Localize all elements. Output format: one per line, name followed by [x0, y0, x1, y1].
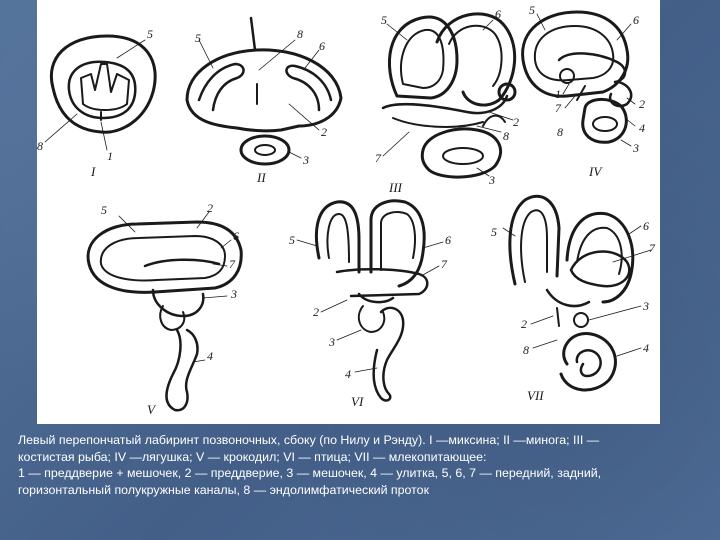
panel-iii-label-2: 2: [513, 115, 519, 129]
panel-v-label-5: 5: [101, 203, 107, 217]
panel-iv-label-4: 4: [639, 121, 645, 135]
panel-ii-label-2: 2: [321, 125, 327, 139]
croc-horizontal-canal: [145, 260, 219, 266]
teleost-lagena: [483, 116, 505, 126]
mammal-duct: [557, 308, 559, 326]
panel-v-label-2: 2: [207, 201, 213, 215]
croc-cochlea: [167, 330, 198, 410]
lamprey-canal-left: [199, 64, 244, 110]
panel-v-label-6: 6: [233, 229, 239, 243]
lamprey-endolymphatic-duct: [251, 18, 255, 50]
panel-vii-label-4: 4: [643, 341, 649, 355]
panel-iii-label-5: 5: [381, 13, 387, 27]
panel-v-label-3: 3: [231, 287, 237, 301]
bird-horizontal-canal: [337, 269, 427, 296]
panel-vii-label-2: 2: [521, 317, 527, 331]
mammal-cochlea-outer: [561, 333, 615, 390]
panel-vii-mammal: [503, 196, 651, 390]
caption-line-1: Левый перепончатый лабиринт позвоночных, сбоку (по Нилу и Рэнду). I —миксина; II —минога; III —: [18, 433, 600, 447]
panel-vii-label-6: 6: [643, 219, 649, 233]
labyrinth-diagram: [37, 0, 660, 424]
panel-vi-label-2: 2: [313, 305, 319, 319]
panel-v-label-7: 7: [229, 257, 235, 271]
panel-iv-label-7: 7: [555, 101, 561, 115]
panel-ii-roman: II: [257, 170, 266, 185]
panel-iii-roman: III: [389, 180, 402, 195]
panel-i-label-5: 5: [147, 27, 153, 41]
teleost-sacculus: [422, 129, 500, 177]
caption-line-4: горизонтальный полукружные каналы, 8 — эндолимфатический проток: [18, 482, 429, 497]
caption-line-2: костистая рыба; IV —лягушка; V — крокодил; VI — птица; VII — млекопитающее:: [18, 449, 487, 464]
panel-i-label-1: 1: [107, 149, 113, 163]
panel-iv-label-1: 1: [555, 87, 561, 101]
mammal-cochlea-inner: [577, 350, 601, 376]
panel-iv-label-6: 6: [633, 13, 639, 27]
panel-iv-label-8: 8: [557, 125, 563, 139]
panel-i-hagfish: [45, 36, 155, 150]
bird-cochlea: [374, 308, 403, 401]
panel-vii-label-8: 8: [523, 343, 529, 357]
panel-iii-label-7: 7: [375, 151, 381, 165]
panel-ii-label-5: 5: [195, 31, 201, 45]
panel-vi-roman: VI: [351, 394, 364, 409]
panel-vi-label-4: 4: [345, 367, 351, 381]
panel-vi-bird: [297, 201, 443, 401]
panel-vi-label-3: 3: [329, 335, 335, 349]
panel-v-crocodile: [88, 212, 241, 410]
panel-ii-lamprey: [187, 18, 341, 164]
panel-ii-label-3: 3: [303, 153, 309, 167]
panel-iv-label-3: 3: [633, 141, 639, 155]
bird-sacculus: [359, 306, 384, 332]
mammal-vestibule: [547, 290, 589, 306]
teleost-anterior-canal: [389, 17, 457, 98]
figure-caption: [18, 432, 708, 498]
mammal-sacculus: [574, 313, 588, 327]
figure-panel: [37, 0, 660, 424]
croc-labyrinth-outer: [88, 222, 241, 292]
panel-v-roman: V: [147, 402, 155, 417]
mammal-anterior-canal: [510, 196, 559, 284]
lamprey-canal-right: [286, 66, 331, 110]
panel-iv-roman: IV: [589, 164, 602, 179]
panel-v-label-4: 4: [207, 349, 213, 363]
panel-vii-label-7: 7: [649, 241, 655, 255]
lamprey-sacculus: [241, 136, 289, 164]
panel-iii-teleost: [383, 14, 515, 177]
panel-vii-roman: VII: [527, 388, 544, 403]
panel-iii-label-8: 8: [503, 129, 509, 143]
panel-i-roman: I: [91, 164, 96, 179]
panel-iii-label-3: 3: [489, 173, 495, 187]
panel-vi-label-5: 5: [289, 233, 295, 247]
panel-iv-frog: [523, 12, 635, 146]
panel-iv-label-5: 5: [529, 3, 535, 17]
panel-vi-label-6: 6: [445, 233, 451, 247]
panel-vi-label-7: 7: [441, 257, 447, 271]
bird-anterior-canal: [316, 202, 359, 272]
panel-i-label-8: 8: [37, 139, 43, 153]
vestibule-sac: [81, 64, 129, 110]
caption-line-3: 1 — преддверие + мешочек, 2 — преддверие, 3 — мешочек, 4 — улитка, 5, 6, 7 — передний, задний,: [18, 466, 602, 480]
panel-ii-label-6: 6: [319, 39, 325, 53]
panel-iii-label-6: 6: [495, 7, 501, 21]
panel-vii-label-3: 3: [643, 299, 649, 313]
frog-sacculus: [583, 99, 627, 142]
panel-iv-label-2: 2: [639, 97, 645, 111]
panel-vii-label-5: 5: [491, 225, 497, 239]
panel-ii-label-8: 8: [297, 27, 303, 41]
